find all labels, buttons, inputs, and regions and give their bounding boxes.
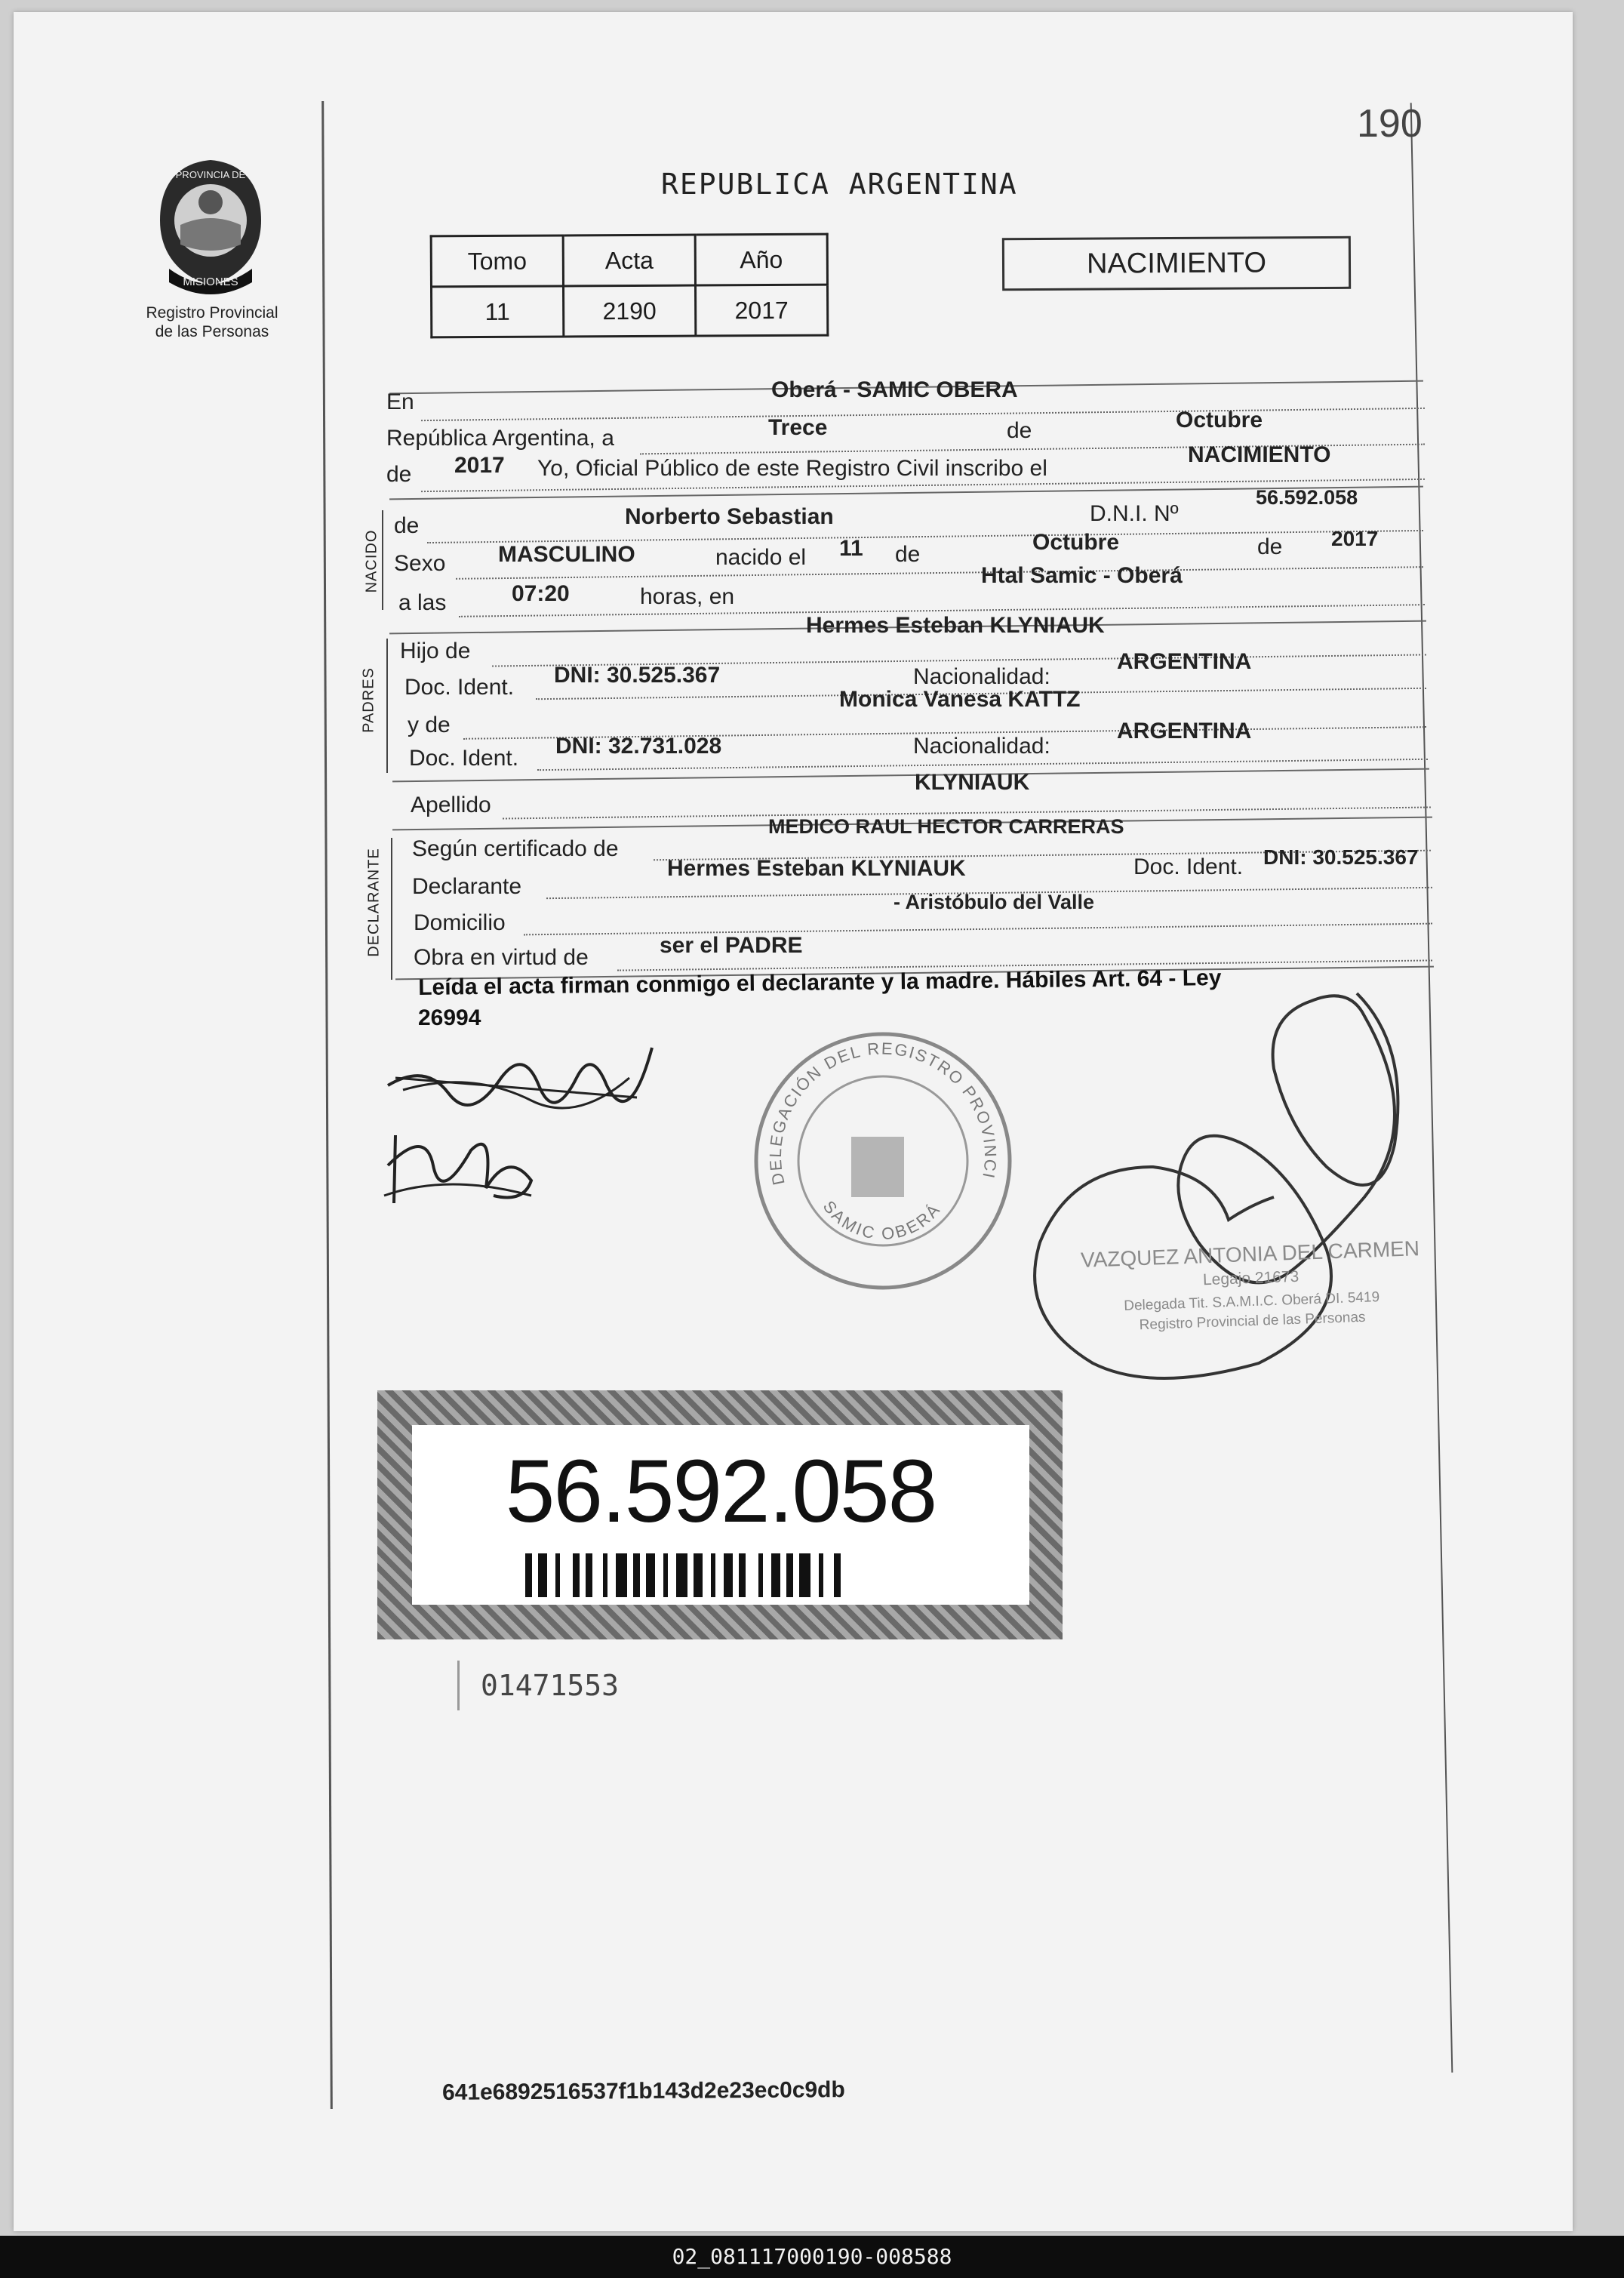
intro-label-oficial: Yo, Oficial Público de este Registro Civil inscribo el xyxy=(537,456,1047,481)
nacido-bracket xyxy=(382,510,383,610)
padres-label-doc: Doc. Ident. xyxy=(404,675,515,700)
intro-inscribe: NACIMIENTO xyxy=(1188,442,1331,467)
padres-label-nac: Nacionalidad: xyxy=(913,664,1050,689)
value-acta: 2190 xyxy=(564,285,696,337)
padres-madre-nac: ARGENTINA xyxy=(1117,719,1252,743)
intro-label-de: de xyxy=(1007,418,1032,443)
intro-day: Trece xyxy=(768,415,828,440)
official-registro: Registro Provincial de las Personas xyxy=(1139,1309,1366,1334)
nacido-hora: 07:20 xyxy=(512,581,570,606)
declarante-label-doc: Doc. Ident. xyxy=(1133,854,1244,879)
left-margin-line xyxy=(321,101,333,2109)
official-stamp-text xyxy=(1053,1236,1449,1337)
nacido-sexo: MASCULINO xyxy=(498,542,635,567)
nacido-year: 2017 xyxy=(1331,527,1379,550)
padres-label-yde: y de xyxy=(408,713,451,737)
label-en: En xyxy=(386,389,414,414)
nacido-label-horas: horas, en xyxy=(640,584,735,609)
padres-padre-dni: DNI: 30.525.367 xyxy=(554,663,721,688)
padres-label-doc2: Doc. Ident. xyxy=(409,746,519,771)
nacido-label-de: de xyxy=(394,513,420,538)
barcode-inner-panel xyxy=(412,1425,1029,1605)
header-acta: Acta xyxy=(563,235,695,286)
registry-caption-line1: Registro Provincial xyxy=(146,304,278,322)
intro-label-de2: de xyxy=(386,462,412,487)
closing-line-1: Leída el acta firman conmigo el declarante y la madre. Hábiles Art. 64 - Ley xyxy=(418,965,1222,1000)
intro-line-1-dots xyxy=(421,408,1425,421)
official-delegada: Delegada Tit. S.A.M.I.C. Oberá DI. 5419 xyxy=(1123,1289,1380,1314)
serial-number: 01471553 xyxy=(457,1661,650,1710)
registry-caption xyxy=(125,303,299,341)
apellido-value: KLYNIAUK xyxy=(915,770,1030,795)
padres-line-4-dots xyxy=(537,759,1428,771)
closing-line-2: 26994 xyxy=(418,1005,481,1030)
declarante-domicilio: - Aristóbulo del Valle xyxy=(894,891,1095,913)
nacido-label-de-month: de xyxy=(895,542,921,567)
svg-text:PROVINCIA DE: PROVINCIA DE xyxy=(175,169,246,180)
nacido-label-sexo: Sexo xyxy=(394,551,446,576)
header-ano: Año xyxy=(695,234,827,285)
declarante-bracket xyxy=(391,838,392,980)
padres-bracket xyxy=(386,639,388,773)
declarante-virtud: ser el PADRE xyxy=(660,933,803,958)
official-name: VAZQUEZ ANTONIA DEL CARMEN xyxy=(1080,1236,1420,1272)
value-tomo: 11 xyxy=(432,286,564,337)
document-sheet xyxy=(14,12,1573,2231)
file-footer: 02_081117000190-008588 xyxy=(0,2236,1624,2278)
svg-text:MISIONES: MISIONES xyxy=(183,276,238,288)
padres-label-hijo: Hijo de xyxy=(400,639,471,663)
record-type-box: NACIMIENTO xyxy=(1002,236,1351,291)
declarante-dni: DNI: 30.525.367 xyxy=(1263,845,1419,869)
declarante-label-cert: Según certificado de xyxy=(412,836,619,861)
label-republica: República Argentina, a xyxy=(386,426,614,451)
nacido-month: Octubre xyxy=(1032,530,1120,555)
nacido-label-nacido-el: nacido el xyxy=(715,545,807,570)
seal-emblem-icon xyxy=(146,155,275,299)
official-legajo: Legajo 21673 xyxy=(1202,1267,1300,1289)
registry-caption-line2: de las Personas xyxy=(155,323,269,340)
nacido-lugar: Htal Samic - Oberá xyxy=(981,563,1183,588)
declarante-label-decl: Declarante xyxy=(412,874,522,899)
nacido-label-a-las: a las xyxy=(398,590,447,615)
nacido-label-dni: D.N.I. Nº xyxy=(1090,501,1179,526)
side-label-padres: PADRES xyxy=(360,667,377,733)
apellido-label: Apellido xyxy=(411,793,491,817)
signature-mother xyxy=(380,1120,546,1218)
dni-barcode-label xyxy=(377,1390,1063,1639)
page-number: 190 xyxy=(1357,102,1423,146)
svg-text:DELEGACIÓN DEL REGISTRO PROVIN: DELEGACIÓN DEL REGISTRO PROVINCI xyxy=(765,1039,1001,1187)
padres-padre: Hermes Esteban KLYNIAUK xyxy=(806,613,1105,638)
page-title: REPUBLICA ARGENTINA xyxy=(661,168,1018,201)
padres-madre-dni: DNI: 32.731.028 xyxy=(555,734,722,759)
declarante-nombre: Hermes Esteban KLYNIAUK xyxy=(667,856,966,881)
intro-place: Oberá - SAMIC OBERA xyxy=(771,377,1018,402)
header-tomo: Tomo xyxy=(431,235,563,287)
record-table xyxy=(430,233,829,339)
nacido-name: Norberto Sebastian xyxy=(625,504,834,529)
value-ano: 2017 xyxy=(695,285,827,336)
document-hash: 641e6892516537f1b143d2e23ec0c9db xyxy=(441,2077,845,2105)
barcode-number: 56.592.058 xyxy=(505,1442,937,1541)
padres-padre-nac: ARGENTINA xyxy=(1117,649,1252,674)
declarante-certificado: MEDICO RAUL HECTOR CARRERAS xyxy=(768,815,1124,838)
nacido-label-de-year: de xyxy=(1257,534,1283,559)
intro-line-1 xyxy=(386,389,414,415)
side-label-nacido: NACIDO xyxy=(363,529,380,593)
svg-text:SAMIC OBERÁ: SAMIC OBERÁ xyxy=(819,1196,945,1244)
nacido-line-2-dots xyxy=(456,566,1423,580)
barcode-bars-icon xyxy=(525,1553,933,1597)
padres-madre: Monica Vanesa KATTZ xyxy=(839,687,1081,712)
official-signature xyxy=(972,971,1440,1408)
provincial-seal-logo xyxy=(146,155,275,299)
nacido-dni: 56.592.058 xyxy=(1256,486,1358,509)
declarante-label-obra: Obra en virtud de xyxy=(414,945,589,970)
intro-month: Octubre xyxy=(1176,408,1263,433)
intro-year: 2017 xyxy=(454,453,505,478)
declarante-label-dom: Domicilio xyxy=(414,910,506,935)
side-label-declarante: DECLARANTE xyxy=(365,848,383,957)
padres-label-nac2: Nacionalidad: xyxy=(913,734,1050,759)
nacido-day: 11 xyxy=(839,536,863,561)
